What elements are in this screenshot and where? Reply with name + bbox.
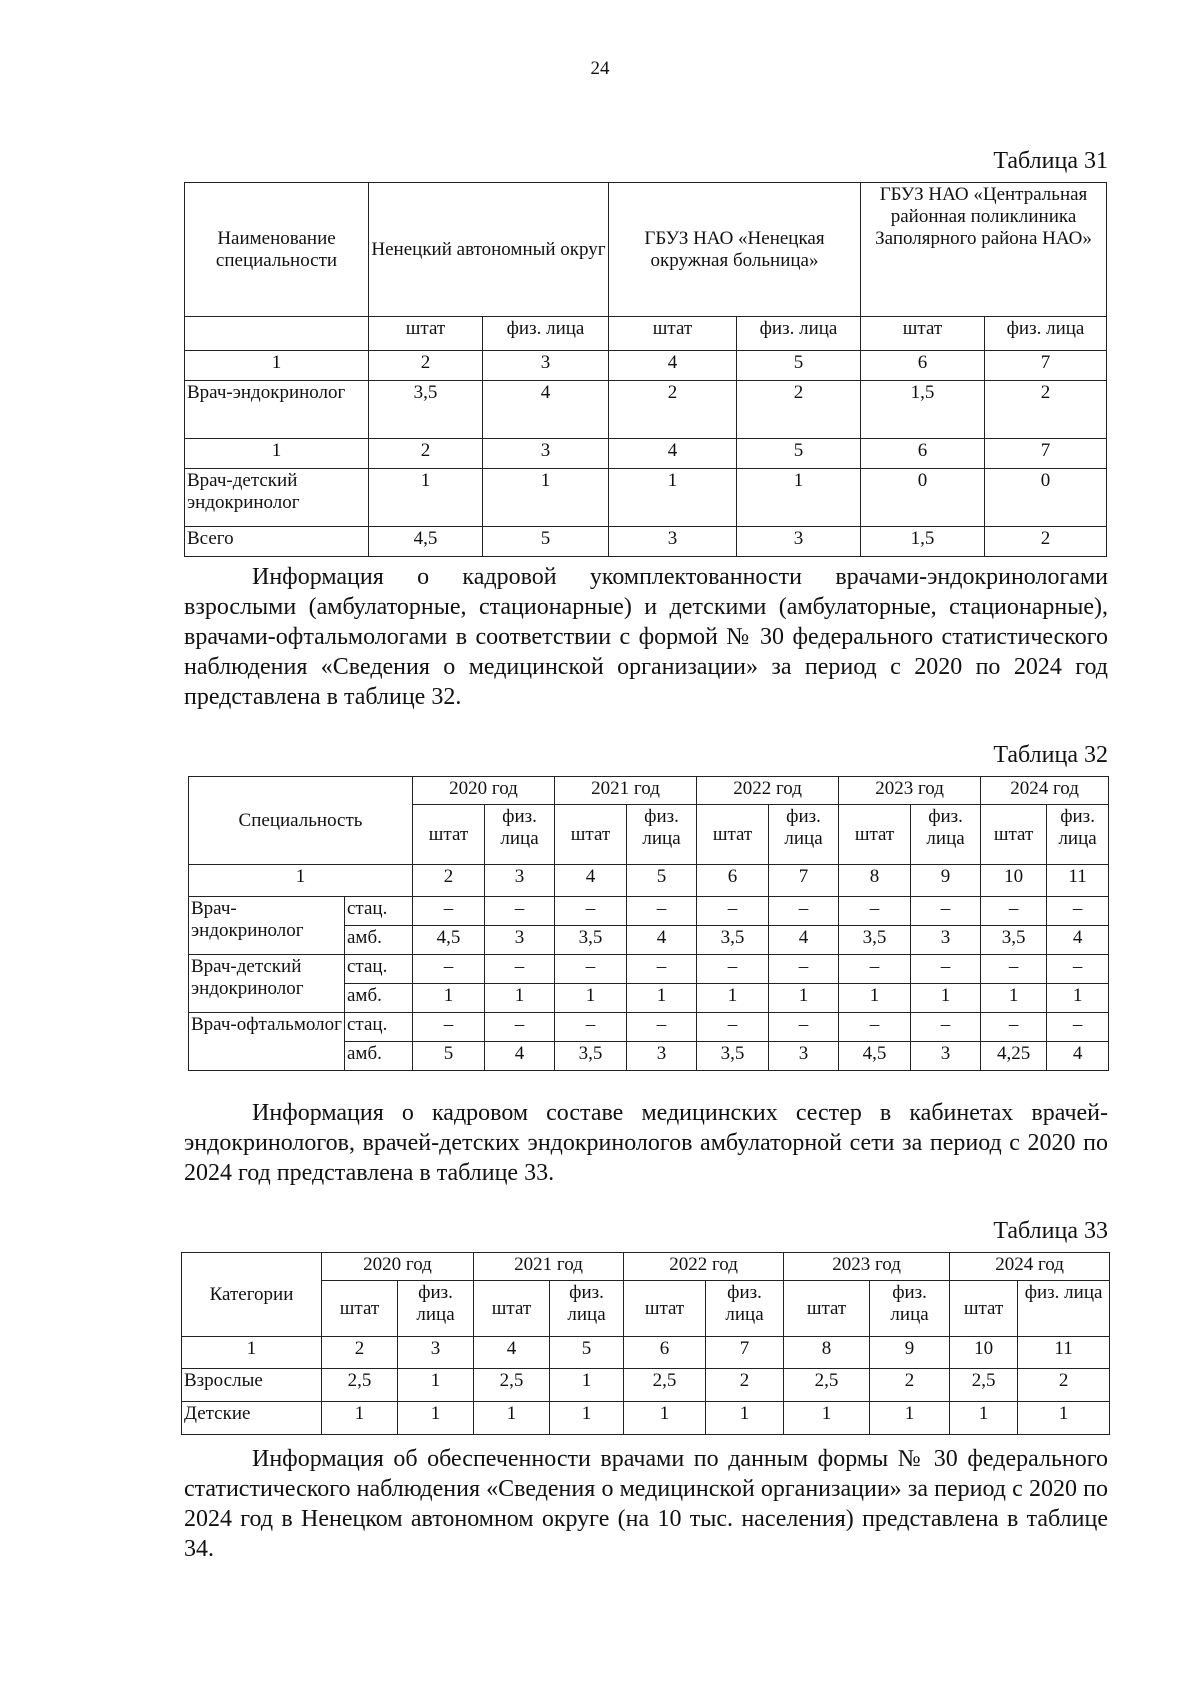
table-row	[189, 1013, 1109, 1042]
table-cell: 1	[706, 1402, 784, 1435]
table-cell: 1	[737, 469, 861, 527]
table33-subheader-shtat: штат	[322, 1281, 398, 1337]
table-cell: 2	[985, 527, 1107, 557]
table-cell: 0	[861, 469, 985, 527]
table33-subheader-fiz: физ. лица	[550, 1281, 624, 1337]
table-cell: Детские	[182, 1402, 322, 1435]
table-cell: 2	[985, 381, 1107, 439]
table-cell: 1,5	[861, 381, 985, 439]
table-cell: –	[413, 955, 485, 984]
table-cell: –	[1047, 955, 1109, 984]
table-cell: 7	[985, 439, 1107, 469]
table33-year-2023: 2023 год	[784, 1253, 950, 1281]
table-cell: Взрослые	[182, 1369, 322, 1402]
table-cell: –	[981, 897, 1047, 926]
table32-subheader-shtat: штат	[555, 805, 627, 865]
table-cell: 6	[861, 439, 985, 469]
table-cell: 1	[413, 984, 485, 1013]
table31-header-name: Наименование специальности	[185, 183, 369, 317]
table-cell: –	[1047, 1013, 1109, 1042]
table33	[181, 1252, 1110, 1435]
table32-subheader-shtat: штат	[981, 805, 1047, 865]
table-cell: 2	[737, 381, 861, 439]
table-cell: 4	[1047, 1042, 1109, 1071]
table-cell: 3	[483, 351, 609, 381]
table31-caption: Таблица 31	[993, 148, 1108, 174]
table-cell: –	[981, 955, 1047, 984]
table33-subheader-fiz: физ. лица	[870, 1281, 950, 1337]
table32-subheader-fiz: физ. лица	[769, 805, 839, 865]
table-cell: 2,5	[474, 1369, 550, 1402]
table33-subheader-fiz: физ. лица	[398, 1281, 474, 1337]
table-cell: 9	[911, 865, 981, 897]
table32-group-name: Врач-эндокринолог	[189, 897, 345, 955]
table32-header-spec: Специальность	[189, 777, 413, 865]
table-cell: 3	[769, 1042, 839, 1071]
table-cell: 6	[861, 351, 985, 381]
table-cell: 4	[474, 1337, 550, 1369]
table-cell: 4	[485, 1042, 555, 1071]
table-cell: 0	[985, 469, 1107, 527]
table32-subheader-fiz: физ. лица	[627, 805, 697, 865]
table-cell: 7	[985, 351, 1107, 381]
table-cell: 1	[474, 1402, 550, 1435]
table31-subheader-empty	[185, 317, 369, 351]
table32-subheader-fiz: физ. лица	[911, 805, 981, 865]
table-cell: –	[769, 955, 839, 984]
table-cell: 3	[627, 1042, 697, 1071]
table-cell: 2	[413, 865, 485, 897]
table-cell: 2	[369, 351, 483, 381]
table31-subheader-fiz: физ. лица	[483, 317, 609, 351]
table-cell: –	[485, 955, 555, 984]
table-row	[182, 1402, 1110, 1435]
table-cell: 1	[185, 439, 369, 469]
table-cell: 2	[870, 1369, 950, 1402]
table-cell: 6	[624, 1337, 706, 1369]
table33-header-cat: Категории	[182, 1253, 322, 1337]
table-row	[185, 469, 1107, 527]
table-cell: 5	[737, 439, 861, 469]
table-cell: 1	[398, 1402, 474, 1435]
table31-header-nao: Ненецкий автономный округ	[369, 183, 609, 317]
table32-group-name: Врач-офтальмолог	[189, 1013, 345, 1071]
table31-subheader-shtat: штат	[861, 317, 985, 351]
table-row	[182, 1337, 1110, 1369]
table-cell: 2,5	[784, 1369, 870, 1402]
table-cell: 1	[950, 1402, 1018, 1435]
table-cell: 5	[550, 1337, 624, 1369]
table32-subheader-shtat: штат	[413, 805, 485, 865]
table32-year-2024: 2024 год	[981, 777, 1109, 805]
table-cell: 4,25	[981, 1042, 1047, 1071]
table31	[184, 182, 1107, 557]
table-cell: 6	[697, 865, 769, 897]
table-cell: 3,5	[555, 926, 627, 955]
table-cell: 4	[627, 926, 697, 955]
table32-row-type: амб.	[345, 926, 413, 955]
table-cell: 3	[911, 926, 981, 955]
table-cell: –	[413, 1013, 485, 1042]
table-row	[185, 381, 1107, 439]
table-cell: –	[911, 1013, 981, 1042]
table-cell: 5	[627, 865, 697, 897]
table-cell: 10	[950, 1337, 1018, 1369]
table-cell: 1	[624, 1402, 706, 1435]
table-cell: 10	[981, 865, 1047, 897]
table-cell: 1	[322, 1402, 398, 1435]
table-cell: –	[769, 897, 839, 926]
table31-subheader-shtat: штат	[369, 317, 483, 351]
table33-subheader-fiz: физ. лица	[1018, 1281, 1110, 1337]
table-cell: 4,5	[369, 527, 483, 557]
table-cell: 1,5	[861, 527, 985, 557]
table-cell: –	[627, 1013, 697, 1042]
table-cell: –	[697, 897, 769, 926]
table-cell: 7	[769, 865, 839, 897]
table-cell: –	[555, 897, 627, 926]
table-cell: 2	[322, 1337, 398, 1369]
table-cell: 3,5	[839, 926, 911, 955]
table-cell: –	[697, 955, 769, 984]
table-cell: 1	[627, 984, 697, 1013]
table-cell: –	[1047, 897, 1109, 926]
table33-subheader-shtat: штат	[474, 1281, 550, 1337]
table-cell: 3	[483, 439, 609, 469]
table33-year-2021: 2021 год	[474, 1253, 624, 1281]
table-cell: 3,5	[555, 1042, 627, 1071]
table-cell: 8	[839, 865, 911, 897]
table-cell: –	[911, 955, 981, 984]
table-row	[189, 865, 1109, 897]
table-cell: 7	[706, 1337, 784, 1369]
table-cell: 1	[185, 351, 369, 381]
table-cell: –	[555, 955, 627, 984]
table-cell: 2,5	[950, 1369, 1018, 1402]
table-cell: 1	[369, 469, 483, 527]
table-row	[185, 439, 1107, 469]
paragraph-3: Информация об обеспеченности врачами по данным формы № 30 федерального статистического наблюдения «Сведения о медицинской организации» за период с 2020 по 2024 год в Ненецком автономном округе (на 10 тыс. населения) представлена в таблице 34.	[184, 1446, 1108, 1562]
table-cell: –	[839, 897, 911, 926]
table-cell: 2	[706, 1369, 784, 1402]
table32-year-2020: 2020 год	[413, 777, 555, 805]
table-cell: 3	[485, 926, 555, 955]
table-cell: 5	[483, 527, 609, 557]
page-number: 24	[590, 58, 610, 79]
table31-header-hospital: ГБУЗ НАО «Ненецкая окружная больница»	[609, 183, 861, 317]
table-cell: 1	[555, 984, 627, 1013]
table-cell: 1	[697, 984, 769, 1013]
table32-year-2021: 2021 год	[555, 777, 697, 805]
table33-year-2020: 2020 год	[322, 1253, 474, 1281]
table32-subheader-fiz: физ. лица	[485, 805, 555, 865]
table-cell: 8	[784, 1337, 870, 1369]
table-cell: Врач-эндокринолог	[185, 381, 369, 439]
table32-group-name: Врач-детский эндокринолог	[189, 955, 345, 1013]
table-cell: 1	[485, 984, 555, 1013]
table-cell: 1	[981, 984, 1047, 1013]
table-cell: 3,5	[369, 381, 483, 439]
table-cell: 4	[555, 865, 627, 897]
table-cell: 3,5	[981, 926, 1047, 955]
table-cell: 3	[911, 1042, 981, 1071]
table-cell: 3	[737, 527, 861, 557]
table-cell: 1	[609, 469, 737, 527]
table-cell: 1	[1047, 984, 1109, 1013]
table32-row-type: стац.	[345, 897, 413, 926]
table-cell: 1	[839, 984, 911, 1013]
table-row	[185, 527, 1107, 557]
table-cell: –	[413, 897, 485, 926]
table32-year-2022: 2022 год	[697, 777, 839, 805]
table33-subheader-shtat: штат	[784, 1281, 870, 1337]
table33-subheader-fiz: физ. лица	[706, 1281, 784, 1337]
table-cell: –	[839, 1013, 911, 1042]
table-cell: Врач-детский эндокринолог	[185, 469, 369, 527]
table33-caption: Таблица 33	[993, 1218, 1108, 1244]
table-cell: 1	[1018, 1402, 1110, 1435]
table-row	[189, 897, 1109, 926]
table32-row-type: стац.	[345, 1013, 413, 1042]
table-cell: –	[697, 1013, 769, 1042]
table33-subheader-shtat: штат	[950, 1281, 1018, 1337]
table-cell: Всего	[185, 527, 369, 557]
table32-row-type: амб.	[345, 984, 413, 1013]
table-cell: 4	[609, 439, 737, 469]
table-row	[182, 1369, 1110, 1402]
table-cell: 11	[1047, 865, 1109, 897]
table-cell: 2	[369, 439, 483, 469]
table-cell: 5	[413, 1042, 485, 1071]
table-cell: 4	[769, 926, 839, 955]
table32	[188, 776, 1109, 1071]
paragraph-2: Информация о кадровом составе медицинских сестер в кабинетах врачей-эндокринологов, врачей-детских эндокринологов амбулаторной сети за период с 2020 по 2024 год представлена в таблице 33.	[184, 1100, 1108, 1186]
table-cell: –	[627, 897, 697, 926]
table-cell: 2	[1018, 1369, 1110, 1402]
table-cell: 1	[911, 984, 981, 1013]
table-row	[185, 351, 1107, 381]
table-cell: 2,5	[624, 1369, 706, 1402]
table-cell: 5	[737, 351, 861, 381]
table31-subheader-fiz: физ. лица	[737, 317, 861, 351]
table-cell: –	[485, 897, 555, 926]
table-cell: 1	[784, 1402, 870, 1435]
table31-subheader-shtat: штат	[609, 317, 737, 351]
table-cell: 3	[609, 527, 737, 557]
table-row	[189, 955, 1109, 984]
table32-subheader-shtat: штат	[697, 805, 769, 865]
table32-subheader-shtat: штат	[839, 805, 911, 865]
table-cell: 3	[485, 865, 555, 897]
table-cell: 2	[609, 381, 737, 439]
table31-subheader-fiz: физ. лица	[985, 317, 1107, 351]
table31-header-clinic: ГБУЗ НАО «Центральная районная поликлиника Заполярного района НАО»	[861, 183, 1107, 317]
table32-caption: Таблица 32	[993, 742, 1108, 768]
table-cell: 11	[1018, 1337, 1110, 1369]
table-cell: 3,5	[697, 926, 769, 955]
table33-year-2024: 2024 год	[950, 1253, 1110, 1281]
table33-subheader-shtat: штат	[624, 1281, 706, 1337]
table32-row-type: амб.	[345, 1042, 413, 1071]
table-cell: 2,5	[322, 1369, 398, 1402]
table-cell: 4,5	[413, 926, 485, 955]
table-cell: –	[911, 897, 981, 926]
table-cell: –	[769, 1013, 839, 1042]
table-cell: –	[981, 1013, 1047, 1042]
table-cell: 1	[483, 469, 609, 527]
table-cell: 4	[1047, 926, 1109, 955]
table-cell: 4	[609, 351, 737, 381]
table-cell: 1	[870, 1402, 950, 1435]
table-cell: –	[839, 955, 911, 984]
table32-subheader-fiz: физ. лица	[1047, 805, 1109, 865]
paragraph-1: Информация о кадровой укомплектованности врачами-эндокринологами взрослыми (амбулаторные, стационарные) и детскими (амбулаторные, стационарные), врачами-офтальмологами в соответствии с формой № 30 федерального статистического наблюдения «Сведения о медицинской организации» за период с 2020 по 2024 год представлена в таблице 32.	[184, 564, 1108, 710]
table-cell: 4	[483, 381, 609, 439]
table-cell: 4,5	[839, 1042, 911, 1071]
table-cell: 1	[550, 1369, 624, 1402]
table-cell: –	[627, 955, 697, 984]
table-cell: –	[485, 1013, 555, 1042]
table33-year-2022: 2022 год	[624, 1253, 784, 1281]
table-cell: 1	[189, 865, 413, 897]
table-cell: 3	[398, 1337, 474, 1369]
table-cell: –	[555, 1013, 627, 1042]
table-cell: 3,5	[697, 1042, 769, 1071]
table-cell: 1	[769, 984, 839, 1013]
table-cell: 1	[550, 1402, 624, 1435]
table-cell: 9	[870, 1337, 950, 1369]
table32-row-type: стац.	[345, 955, 413, 984]
table-cell: 1	[398, 1369, 474, 1402]
table32-year-2023: 2023 год	[839, 777, 981, 805]
table-cell: 1	[182, 1337, 322, 1369]
